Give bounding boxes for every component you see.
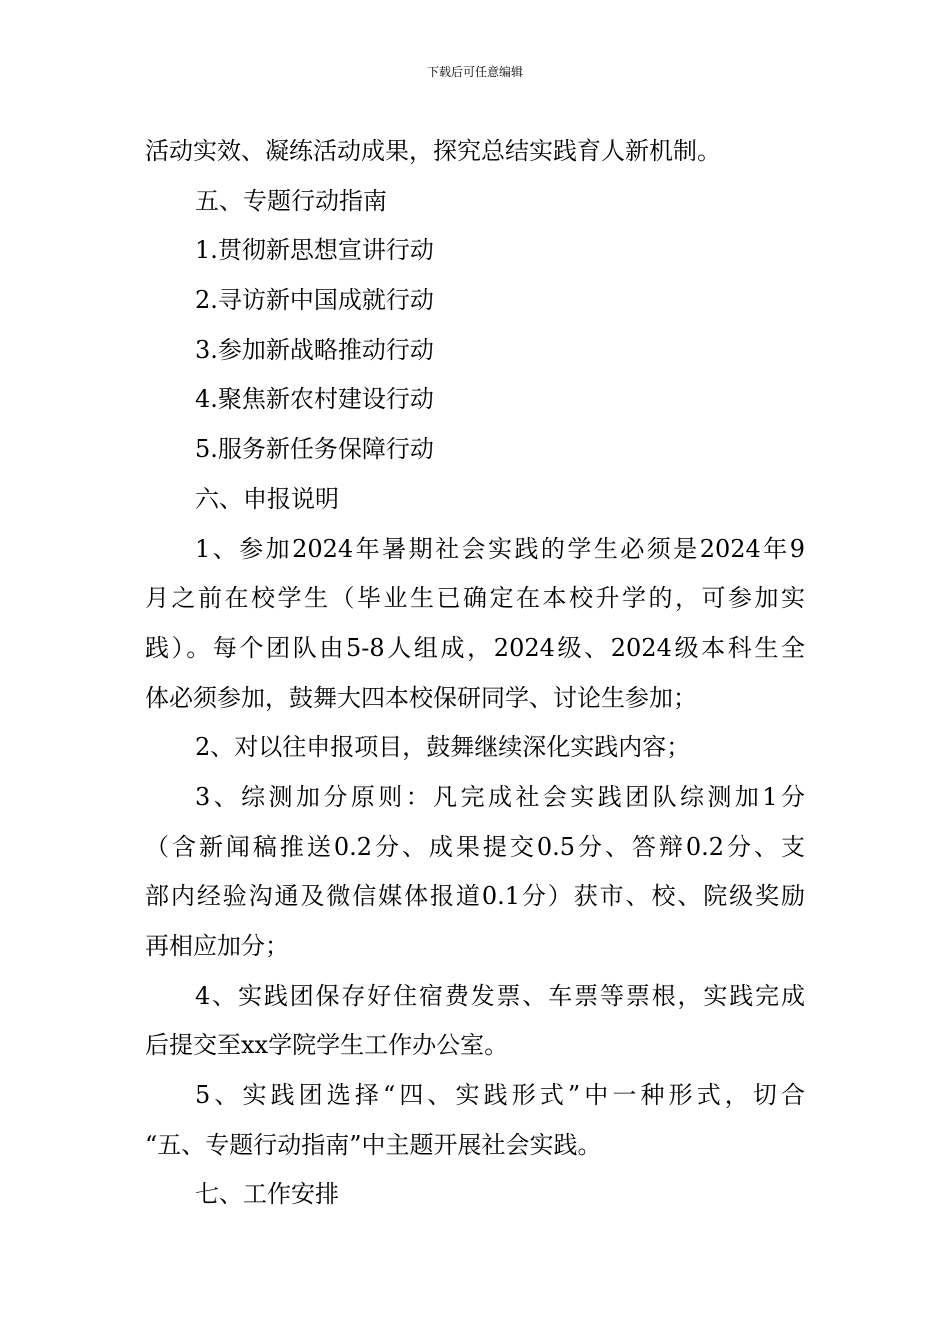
paragraph-line: 月之前在校学生（毕业生已确定在本校升学的，可参加实 xyxy=(145,584,805,613)
paragraph-line: 1、参加2024年暑期社会实践的学生必须是2024年9 xyxy=(195,534,805,563)
paragraph-line: 体必须参加，鼓舞大四本校保研同学、讨论生参加； xyxy=(145,683,697,712)
paragraph-line: 1.贯彻新思想宣讲行动 xyxy=(195,236,434,265)
paragraph-line: 5、实践团选择“四、实践形式”中一种形式，切合 xyxy=(195,1081,805,1110)
paragraph-line: 六、申报说明 xyxy=(195,484,339,513)
paragraph-line: （含新闻稿推送0.2分、成果提交0.5分、答辩0.2分、支 xyxy=(145,832,805,861)
paragraph-line: 后提交至xx学院学生工作办公室。 xyxy=(145,1031,509,1060)
paragraph-line: 2、对以往申报项目，鼓舞继续深化实践内容； xyxy=(195,733,691,762)
paragraph-line: 4、实践团保存好住宿费发票、车票等票根，实践完成 xyxy=(195,981,805,1010)
paragraph-line: 再相应加分； xyxy=(145,932,289,960)
paragraph-line: 4.聚焦新农村建设行动 xyxy=(195,385,434,414)
paragraph-line: 部内经验沟通及微信媒体报道0.1分）获市、校、院级奖励 xyxy=(145,882,805,911)
paragraph-line: 2.寻访新中国成就行动 xyxy=(195,286,434,315)
paragraph-line: 七、工作安排 xyxy=(195,1180,339,1209)
paragraph-line: 3、综测加分原则：凡完成社会实践团队综测加1分 xyxy=(195,782,805,811)
paragraph-line: “五、专题行动指南”中主题开展社会实践。 xyxy=(145,1130,602,1159)
paragraph-line: 活动实效、凝练活动成果，探究总结实践育人新机制。 xyxy=(145,137,721,165)
paragraph-line: 践）。每个团队由5-8人组成，2024级、2024级本科生全 xyxy=(145,633,805,662)
paragraph-line: 五、专题行动指南 xyxy=(195,186,387,215)
document-body xyxy=(145,127,805,1220)
paragraph-line: 3.参加新战略推动行动 xyxy=(195,335,434,364)
paragraph-line: 5.服务新任务保障行动 xyxy=(195,435,434,464)
page-header: 下载后可任意编辑 xyxy=(426,65,523,79)
